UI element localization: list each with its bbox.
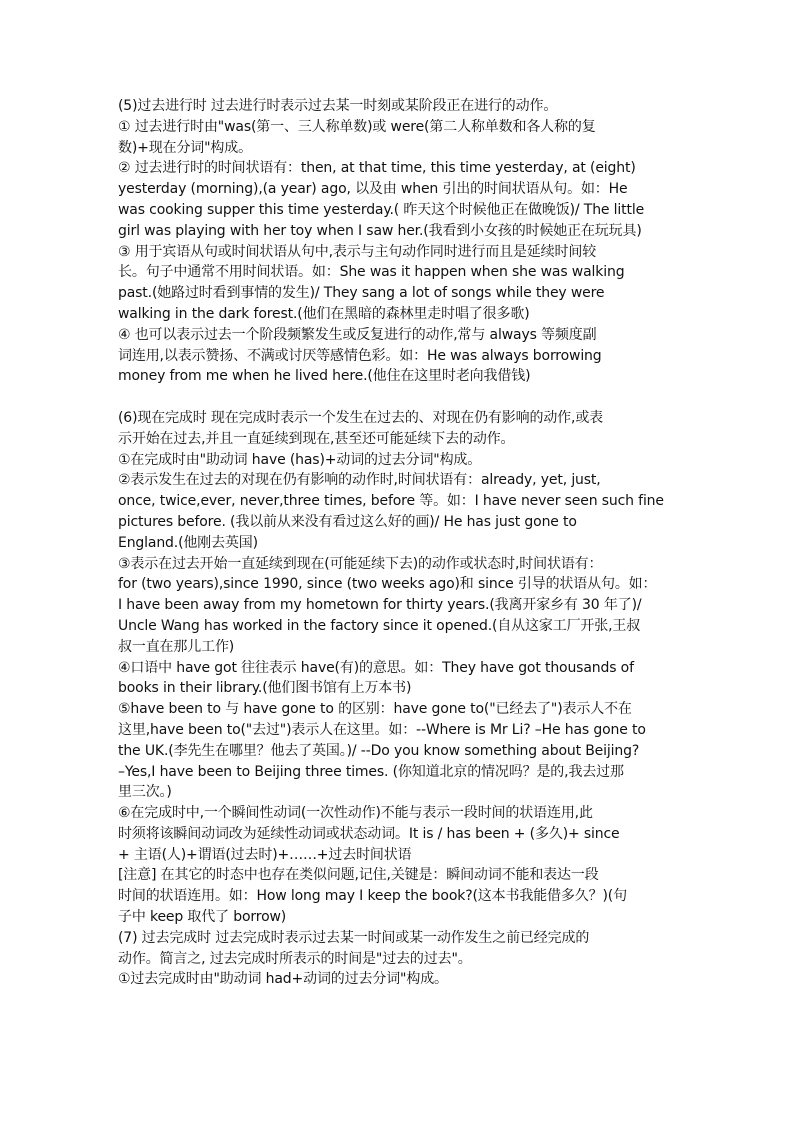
text-line: [注意] 在其它的时态中也存在类似问题,记住,关键是：瞬间动词不能和表达一段 bbox=[118, 867, 599, 884]
text-line: past.(她路过时看到事情的发生)/ They sang a lot of songs while they were bbox=[118, 285, 605, 302]
text-line: ④口语中 have got 往往表示 have(有)的意思。如：They have got thousands of bbox=[118, 659, 634, 676]
text-line: ①过去完成时由"助动词 had+动词的过去分词"构成。 bbox=[118, 971, 448, 988]
text-line: ⑤have been to 与 have gone to 的区别：have gone to("已经去了")表示人不在 bbox=[118, 701, 632, 718]
text-line: for (two years),since 1990, since (two weeks ago)和 since 引导的状语从句。如： bbox=[118, 576, 657, 593]
text-line: + 主语(人)+谓语(过去时)+……+过去时间状语 bbox=[118, 846, 412, 863]
text-line: 词连用,以表示赞扬、不满或讨厌等感情色彩。如：He was always borrowing bbox=[118, 347, 602, 364]
text-line: 这里,have been to("去过")表示人在这里。如：--Where is Mr Li? –He has gone to bbox=[118, 721, 646, 738]
text-line: ④ 也可以表示过去一个阶段频繁发生或反复进行的动作,常与 always 等频度副 bbox=[118, 326, 597, 343]
text-line: ③表示在过去开始一直延续到现在(可能延续下去)的动作或状态时,时间状语有： bbox=[118, 555, 603, 572]
document-page bbox=[118, 96, 678, 990]
section-past-continuous bbox=[118, 96, 678, 387]
text-line: yesterday (morning),(a year) ago, 以及由 when 引出的时间状语从句。如：He bbox=[118, 181, 628, 198]
section-present-perfect bbox=[118, 408, 678, 990]
text-line: I have been away from my hometown for thirty years.(我离开家乡有 30 年了)/ bbox=[118, 597, 642, 614]
text-line: was cooking supper this time yesterday.( 昨天这个时候他正在做晚饭)/ The little bbox=[118, 201, 645, 218]
text-line: ②表示发生在过去的对现在仍有影响的动作时,时间状语有：already, yet, just, bbox=[118, 472, 601, 489]
text-line: –Yes,I have been to Beijing three times. (你知道北京的情况吗？是的,我去过那 bbox=[118, 763, 624, 780]
text-line: Uncle Wang has worked in the factory since it opened.(自从这家工厂开张,王叔 bbox=[118, 617, 641, 634]
text-line: 长。句子中通常不用时间状语。如：She was it happen when she was walking bbox=[118, 264, 625, 281]
text-line: 动作。简言之, 过去完成时所表示的时间是"过去的过去"。 bbox=[118, 950, 472, 967]
text-line: England.(他刚去英国) bbox=[118, 534, 258, 551]
text-line: ⑥在完成时中,一个瞬间性动词(一次性动作)不能与表示一段时间的状语连用,此 bbox=[118, 805, 593, 822]
text-line: 里三次。) bbox=[118, 784, 172, 801]
text-line: once, twice,ever, never,three times, before 等。如：I have never seen such fine bbox=[118, 493, 664, 510]
text-line: ② 过去进行时的时间状语有：then, at that time, this time yesterday, at (eight) bbox=[118, 160, 636, 177]
text-line: the UK.(李先生在哪里？他去了英国。)/ --Do you know something about Beijing? bbox=[118, 742, 640, 759]
text-line: girl was playing with her toy when I saw her.(我看到小女孩的时候她正在玩玩具) bbox=[118, 222, 642, 239]
text-line: money from me when he lived here.(他住在这里时老向我借钱) bbox=[118, 368, 531, 385]
text-line: (5)过去进行时 过去进行时表示过去某一时刻或某阶段正在进行的动作。 bbox=[118, 98, 558, 114]
text-line: (7) 过去完成时 过去完成时表示过去某一时间或某一动作发生之前已经完成的 bbox=[118, 929, 590, 946]
text-line: ①在完成时由"助动词 have (has)+动词的过去分词"构成。 bbox=[118, 451, 482, 468]
text-line: books in their library.(他们图书馆有上万本书) bbox=[118, 680, 412, 697]
text-line: walking in the dark forest.(他们在黑暗的森林里走时唱了很多歌) bbox=[118, 305, 530, 322]
text-line: 数)+现在分词"构成。 bbox=[118, 139, 252, 156]
text-line: 时须将该瞬间动词改为延续性动词或状态动词。It is / has been + (多久)+ since bbox=[118, 825, 620, 842]
paragraph-gap bbox=[118, 387, 678, 408]
text-line: 示开始在过去,并且一直延续到现在,甚至还可能延续下去的动作。 bbox=[118, 430, 515, 447]
text-line: 子中 keep 取代了 borrow) bbox=[118, 909, 287, 926]
text-line: 时间的状语连用。如：How long may I keep the book?(这本书我能借多久？)(句 bbox=[118, 888, 627, 905]
text-line: ① 过去进行时由"was(第一、三人称单数)或 were(第二人称单数和各人称的复 bbox=[118, 118, 596, 135]
text-line: 叔一直在那儿工作) bbox=[118, 638, 235, 655]
text-line: (6)现在完成时 现在完成时表示一个发生在过去的、对现在仍有影响的动作,或表 bbox=[118, 409, 604, 426]
text-line: ③ 用于宾语从句或时间状语从句中,表示与主句动作同时进行而且是延续时间较 bbox=[118, 243, 597, 260]
text-line: pictures before. (我以前从来没有看过这么好的画)/ He has just gone to bbox=[118, 513, 577, 530]
